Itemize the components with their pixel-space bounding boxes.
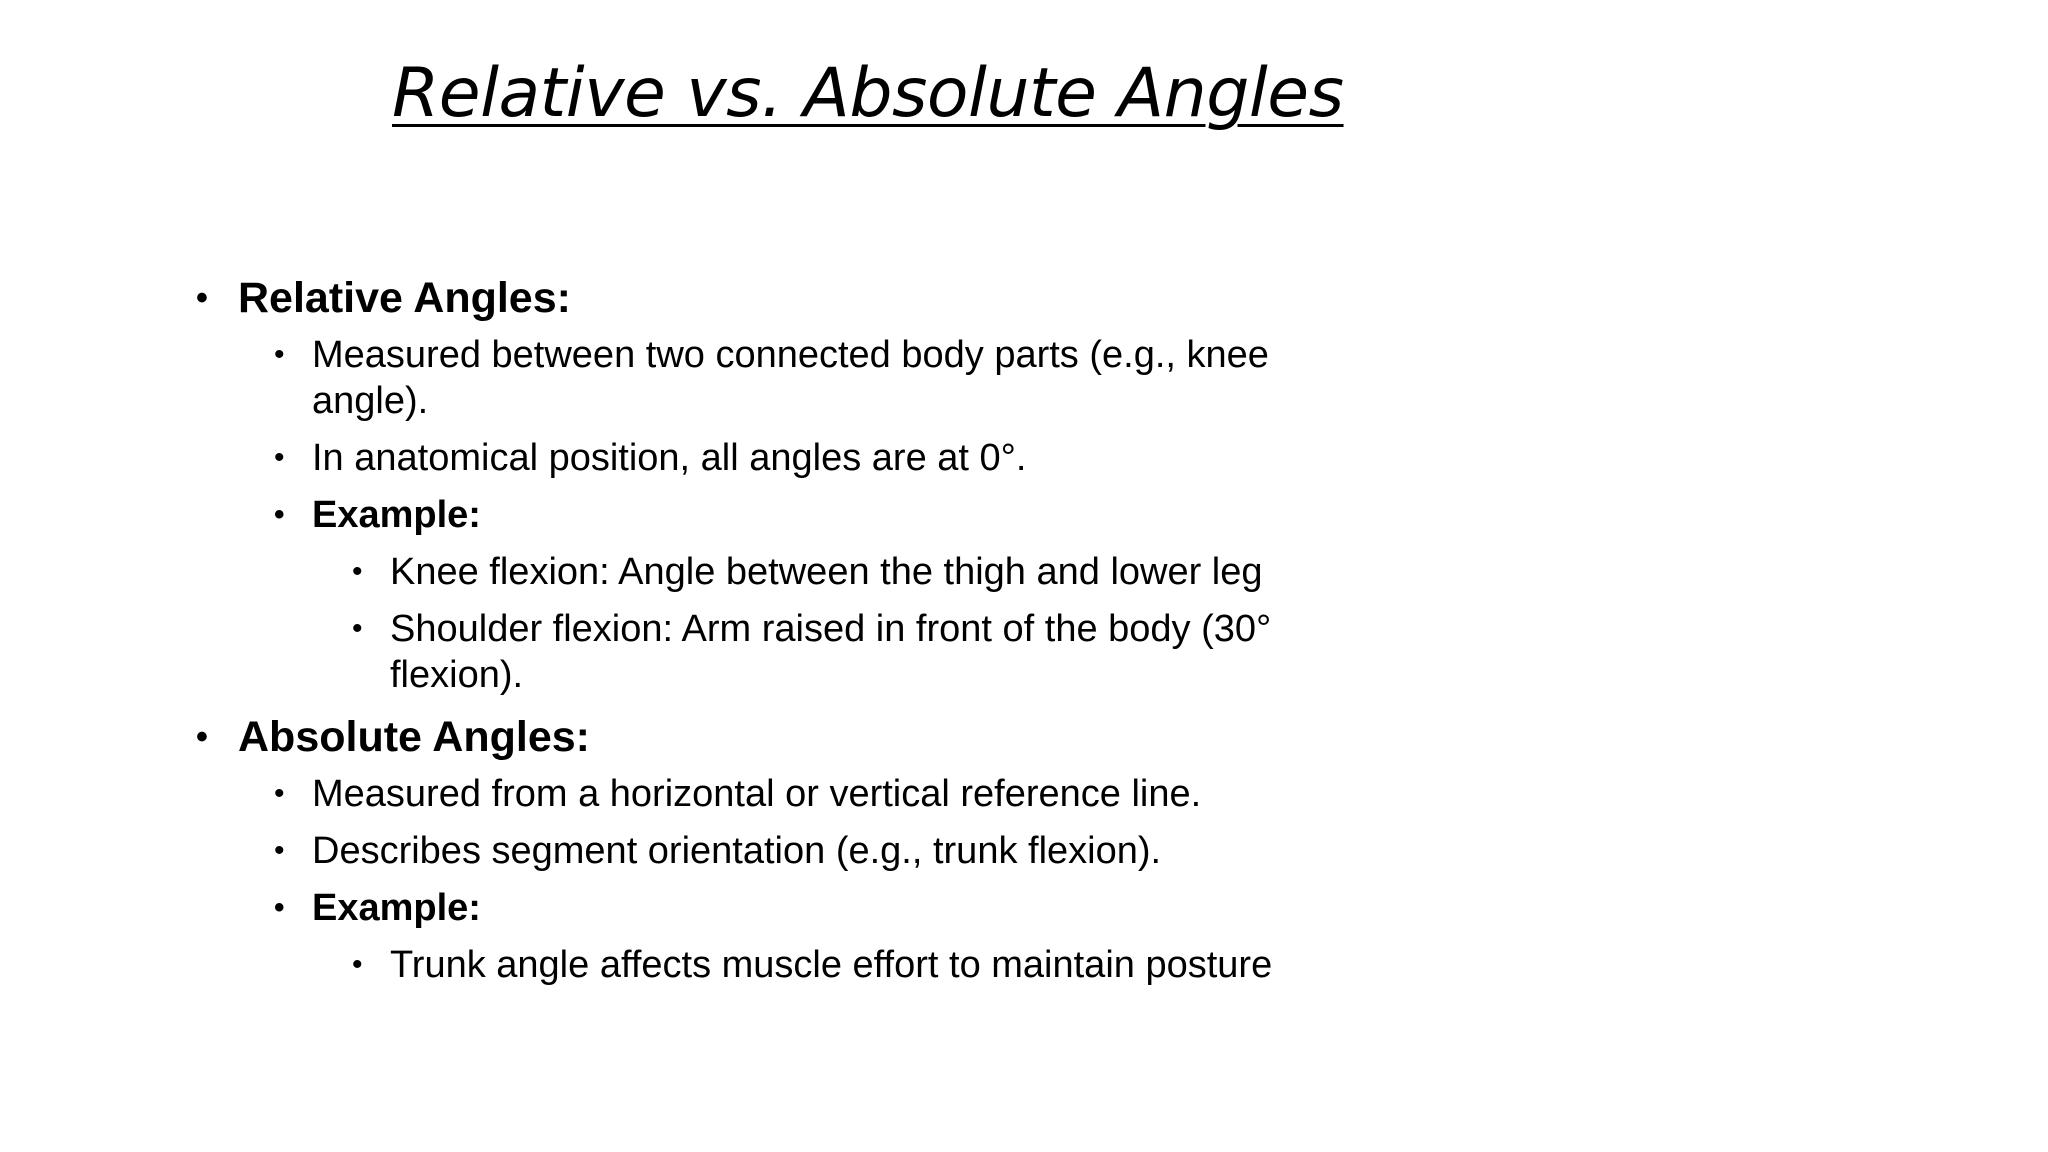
bullet-icon: • <box>274 441 285 474</box>
item-text: Measured from a horizontal or vertical reference line. <box>312 773 1202 815</box>
example-text: Shoulder flexion: Arm raised in front of the body (30° flexion). <box>390 608 1272 696</box>
example-label <box>274 492 1336 538</box>
bullet-icon: • <box>196 718 208 756</box>
heading-text: Absolute Angles: <box>238 713 590 761</box>
item-text: In anatomical position, all angles are at 0°. <box>312 437 1027 479</box>
example-item <box>352 942 1336 988</box>
bullet-icon: • <box>274 498 285 531</box>
bullet-icon: • <box>274 891 285 924</box>
bullet-icon: • <box>352 612 363 645</box>
example-text: Knee flexion: Angle between the thigh and lower leg <box>390 551 1263 593</box>
example-item <box>352 606 1340 698</box>
bullet-icon: • <box>274 777 285 810</box>
list-item <box>274 828 1336 874</box>
item-text: Describes segment orientation (e.g., trunk flexion). <box>312 830 1162 872</box>
slide-body <box>196 270 1336 999</box>
bullet-icon: • <box>352 948 363 981</box>
example-label <box>274 885 1336 931</box>
bullet-icon: • <box>196 279 208 317</box>
example-label-text: Example: <box>312 494 481 536</box>
bullet-icon: • <box>274 338 285 371</box>
section-heading-absolute <box>196 709 1336 765</box>
slide-title: Relative vs. Absolute Angles <box>392 54 1344 133</box>
bullet-icon: • <box>274 834 285 867</box>
section-heading-relative <box>196 270 1336 326</box>
example-item <box>352 549 1336 595</box>
list-item <box>274 435 1336 481</box>
item-text: Measured between two connected body parts (e.g., knee angle). <box>312 334 1269 422</box>
example-text: Trunk angle affects muscle effort to maintain posture <box>390 944 1273 986</box>
list-item <box>274 332 1322 424</box>
heading-text: Relative Angles: <box>238 274 571 322</box>
example-label-text: Example: <box>312 887 481 929</box>
list-item <box>274 771 1336 817</box>
bullet-icon: • <box>352 555 363 588</box>
